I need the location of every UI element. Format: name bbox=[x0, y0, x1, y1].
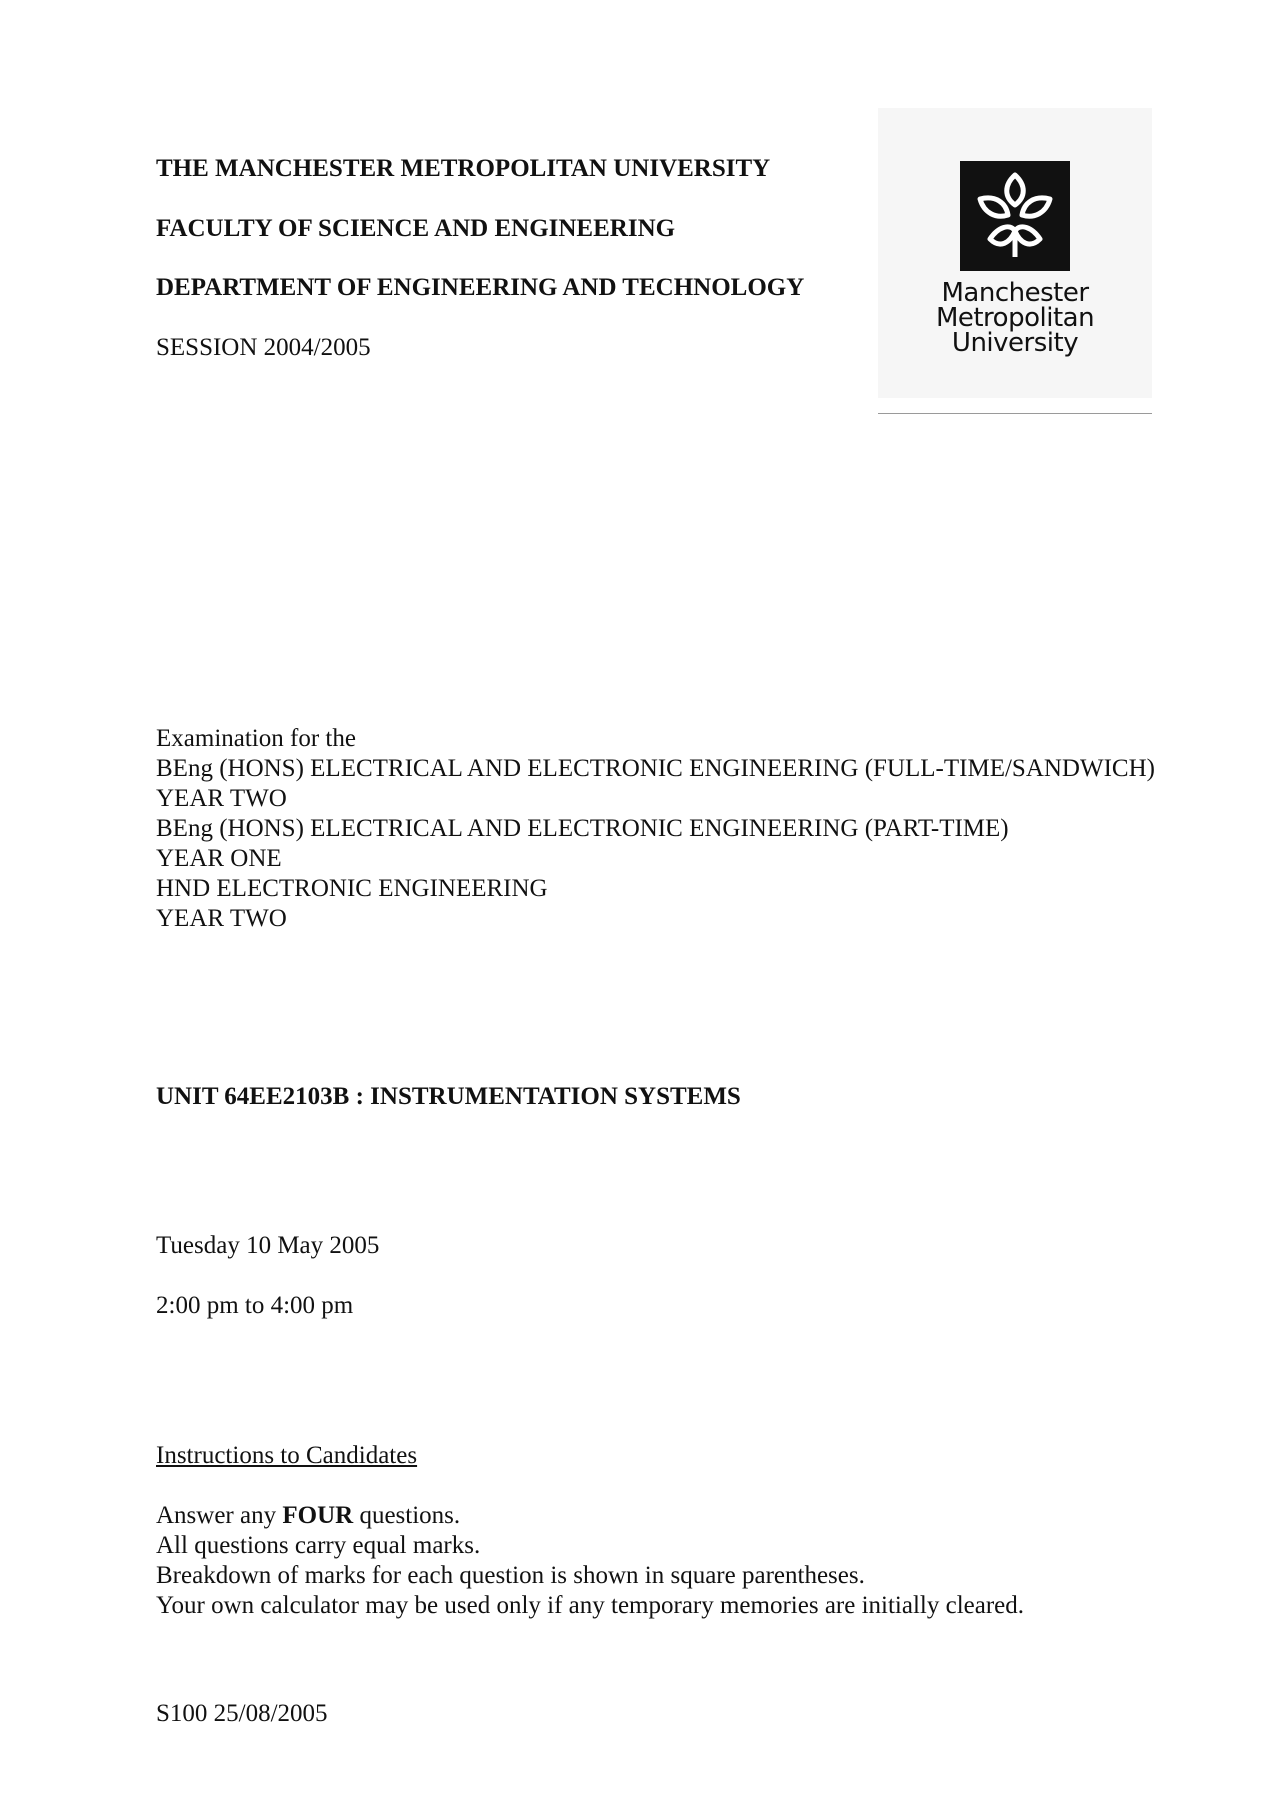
session-label: SESSION 2004/2005 bbox=[156, 334, 371, 361]
exam-date: Tuesday 10 May 2005 bbox=[156, 1232, 380, 1259]
footer-reference: S100 25/08/2005 bbox=[156, 1700, 328, 1727]
logo-text-line: University bbox=[951, 328, 1079, 358]
programme-line: HND ELECTRONIC ENGINEERING bbox=[156, 875, 548, 902]
instruction-line: All questions carry equal marks. bbox=[156, 1532, 481, 1559]
instructions-heading: Instructions to Candidates bbox=[156, 1442, 418, 1469]
logo-text-line: Metropolitan bbox=[935, 303, 1095, 333]
faculty-name: FACULTY OF SCIENCE AND ENGINEERING bbox=[156, 215, 676, 242]
exam-time: 2:00 pm to 4:00 pm bbox=[156, 1292, 354, 1319]
unit-title: UNIT 64EE2103B : INSTRUMENTATION SYSTEMS bbox=[156, 1083, 741, 1110]
programme-line: YEAR TWO bbox=[156, 785, 287, 812]
instruction-prefix: Answer any bbox=[156, 1502, 283, 1529]
instruction-line bbox=[156, 1501, 1024, 1531]
programme-line: BEng (HONS) ELECTRICAL AND ELECTRONIC ENGINEERING (PART-TIME) bbox=[156, 815, 1009, 842]
logo-text-line: Manchester bbox=[941, 278, 1089, 308]
instruction-line: Your own calculator may be used only if any temporary memories are initially cleared. bbox=[156, 1592, 1025, 1619]
department-name: DEPARTMENT OF ENGINEERING AND TECHNOLOGY bbox=[156, 274, 805, 301]
instruction-suffix: questions. bbox=[353, 1502, 461, 1529]
examination-programmes bbox=[156, 724, 1155, 934]
university-logo-icon bbox=[960, 161, 1070, 271]
instruction-emphasis: FOUR bbox=[282, 1502, 354, 1529]
instructions-list bbox=[156, 1501, 1024, 1621]
instruction-line: Breakdown of marks for each question is shown in square parentheses. bbox=[156, 1562, 865, 1589]
examination-intro: Examination for the bbox=[156, 725, 356, 752]
programme-line: YEAR TWO bbox=[156, 905, 287, 932]
programme-line: BEng (HONS) ELECTRICAL AND ELECTRONIC ENGINEERING (FULL-TIME/SANDWICH) bbox=[156, 755, 1155, 782]
programme-line: YEAR ONE bbox=[156, 845, 282, 872]
logo-divider bbox=[878, 413, 1152, 414]
university-name: THE MANCHESTER METROPOLITAN UNIVERSITY bbox=[156, 155, 771, 182]
